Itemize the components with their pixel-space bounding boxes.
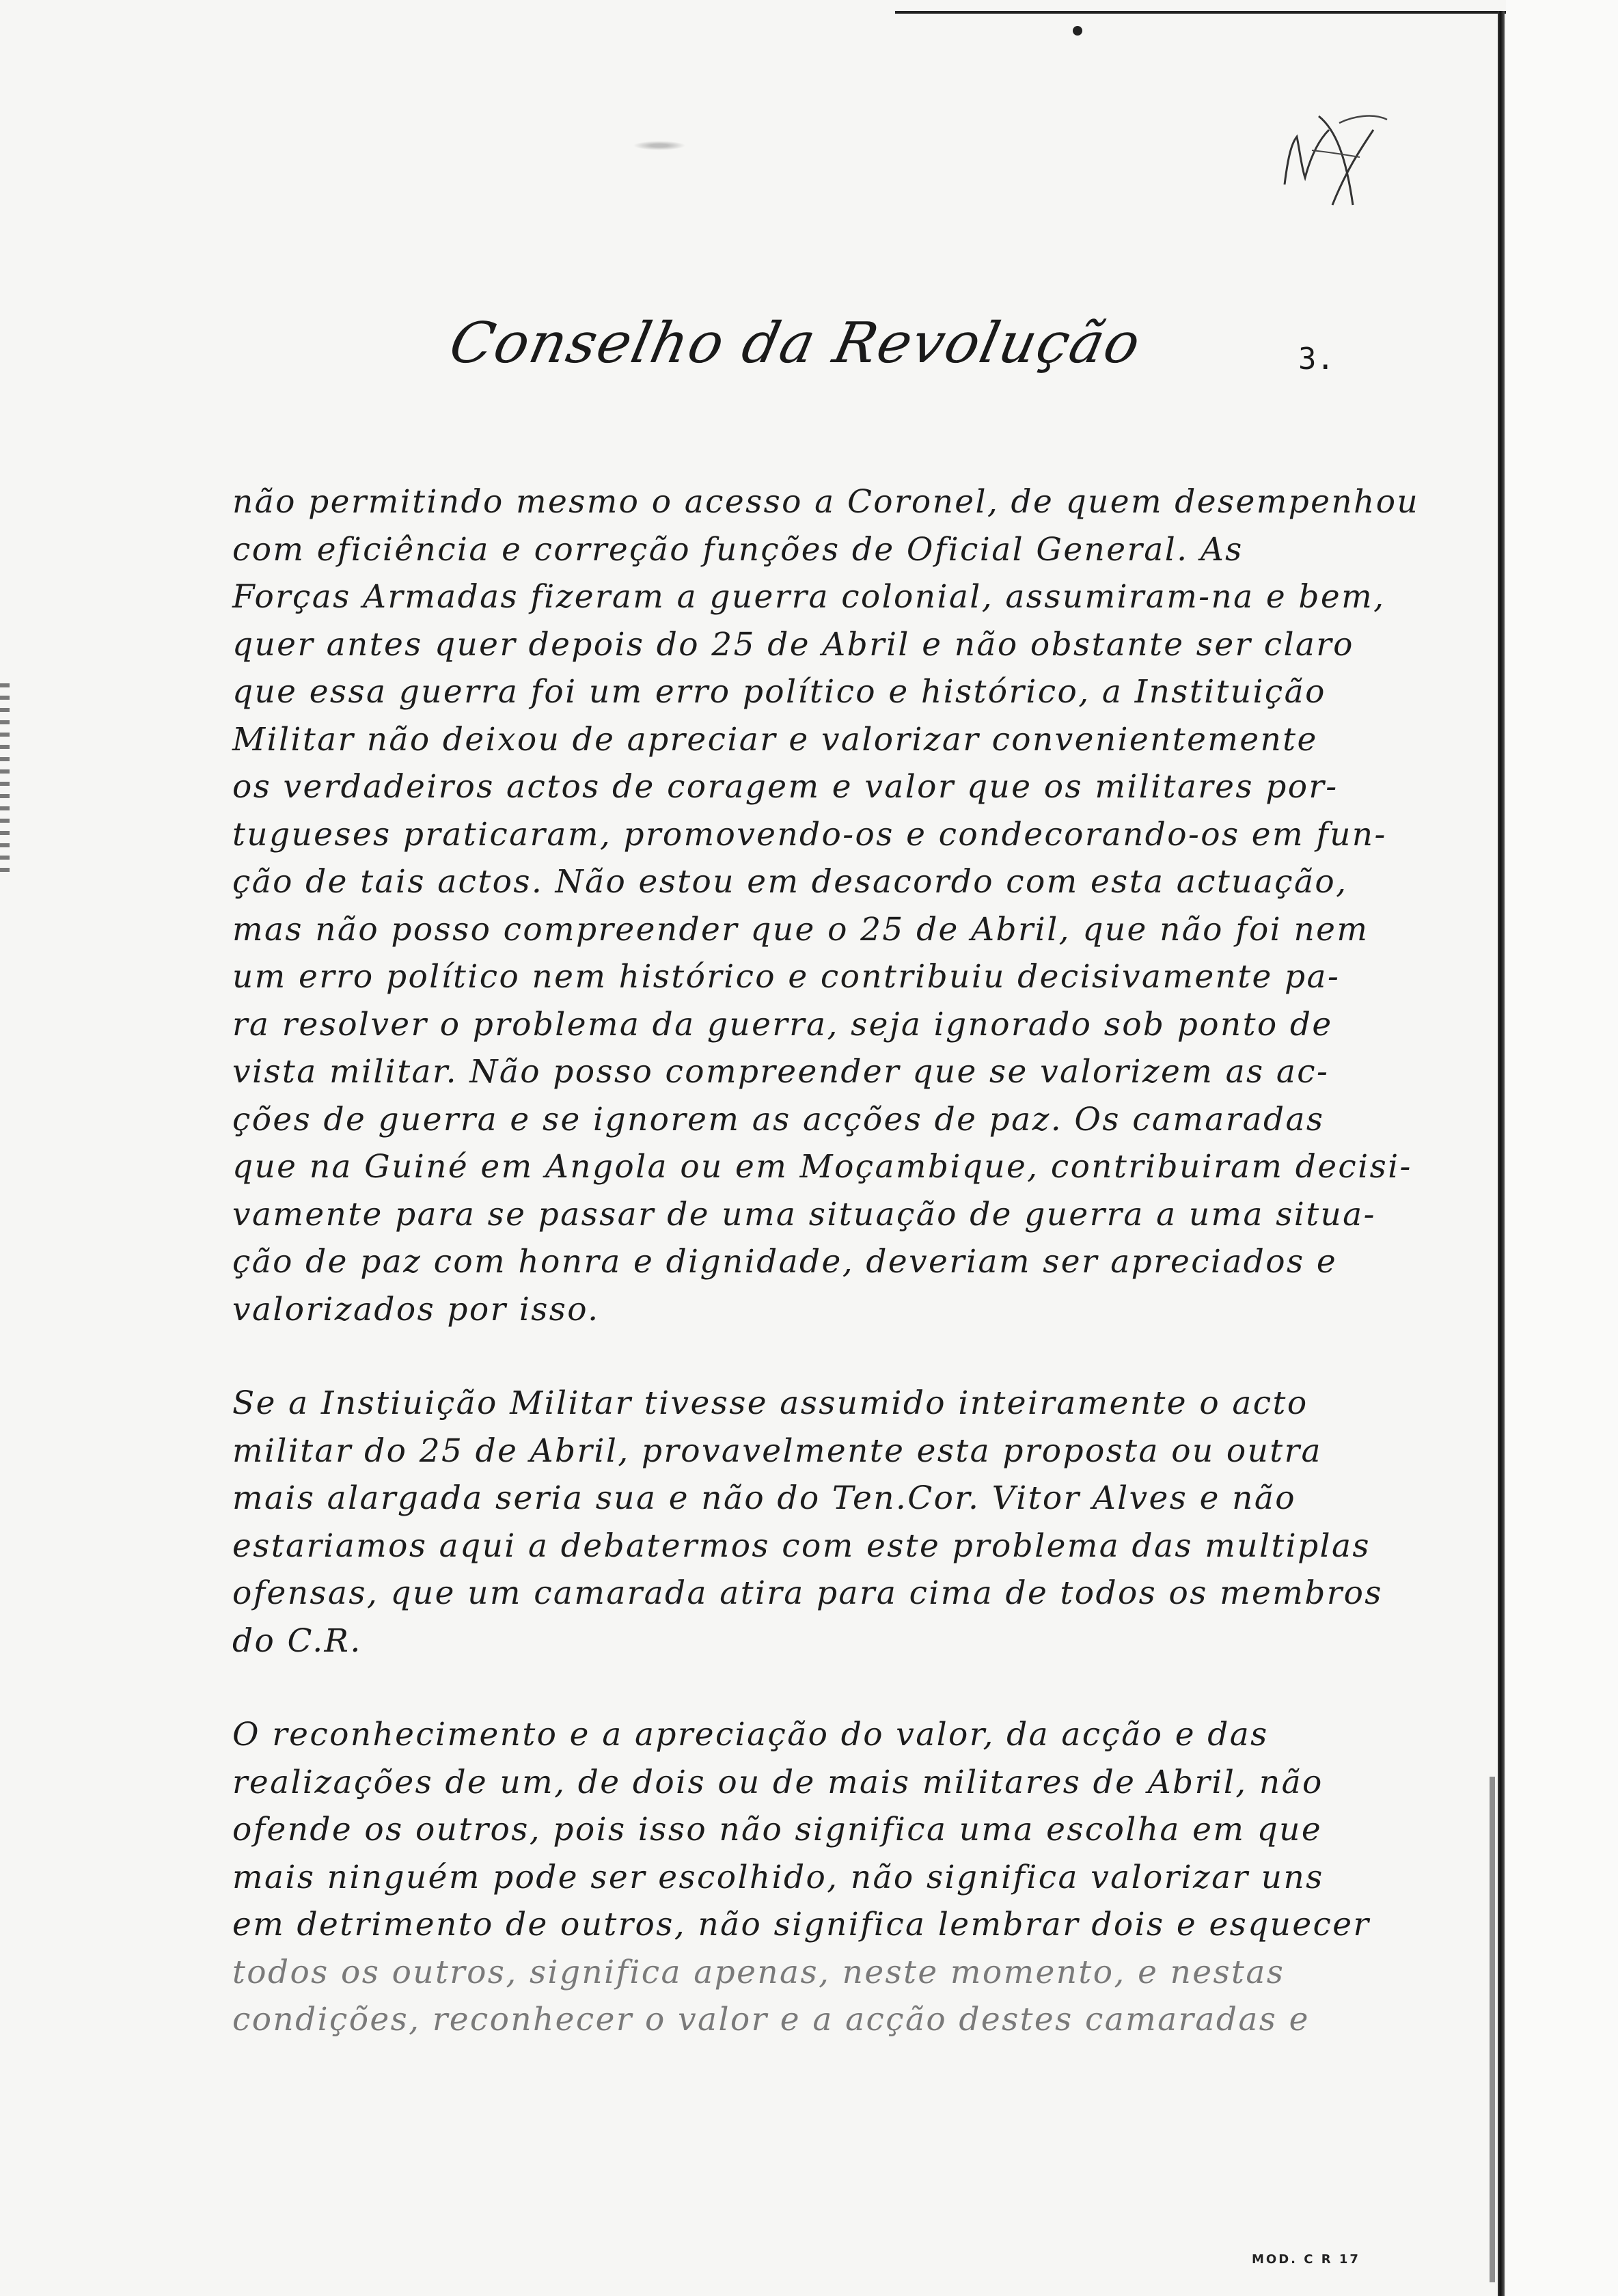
- text-line: em detrimento de outros, não significa lembrar dois e esquecer: [232, 1906, 1371, 1943]
- text-line: os verdadeiros actos de coragem e valor que os militares por-: [232, 768, 1339, 806]
- text-line: tugueses praticaram, promovendo-os e condecorando-os em fun-: [232, 815, 1387, 853]
- text-line: mais alargada seria sua e não do Ten.Cor. Vitor Alves e não: [232, 1479, 1296, 1517]
- text-line: ra resolver o problema da guerra, seja ignorado sob ponto de: [232, 1005, 1333, 1043]
- paragraph-3: [232, 1711, 1449, 2044]
- handwritten-initials: [1271, 102, 1394, 219]
- scan-top-dot: [1073, 26, 1082, 36]
- paragraph-gap: [232, 1665, 1449, 1711]
- text-line: vista militar. Não posso compreender que se valorizem as ac-: [232, 1053, 1330, 1091]
- text-line: ção de tais actos. Não estou em desacordo com esta actuação,: [232, 863, 1348, 901]
- text-line: todos os outros, significa apenas, neste momento, e nestas: [232, 1953, 1285, 1991]
- text-line: com eficiência e correção funções de Oficial General. As: [232, 530, 1244, 569]
- letterhead: Conselho da Revolução: [443, 311, 1147, 376]
- scan-right-edge: [1498, 11, 1505, 2296]
- text-line: vamente para se passar de uma situação de guerra a uma situa-: [232, 1195, 1376, 1233]
- text-line: um erro político nem histórico e contribuiu decisivamente pa-: [232, 958, 1341, 996]
- text-line: Militar não deixou de apreciar e valorizar convenientemente: [232, 720, 1318, 758]
- scan-right-shadow: [1490, 1777, 1495, 2282]
- text-line: realizações de um, de dois ou de mais militares de Abril, não: [232, 1763, 1324, 1801]
- text-line: não permitindo mesmo o acesso a Coronel, de quem desempenhou: [232, 483, 1420, 521]
- text-line: ções de guerra e se ignorem as acções de paz. Os camaradas: [232, 1100, 1325, 1138]
- form-code: MOD. C R 17: [1252, 2252, 1360, 2267]
- text-line: que na Guiné em Angola ou em Moçambique, contribuiram decisi-: [232, 1148, 1412, 1186]
- text-line: mais ninguém pode ser escolhido, não significa valorizar uns: [232, 1858, 1324, 1896]
- text-line: O reconhecimento e a apreciação do valor, da acção e das: [232, 1716, 1269, 1753]
- page-number: 3.: [1298, 342, 1334, 377]
- text-line: Forças Armadas fizeram a guerra colonial, assumiram-na e bem,: [232, 578, 1386, 616]
- text-line: quer antes quer depois do 25 de Abril e não obstante ser claro: [232, 625, 1354, 664]
- body-text: [232, 478, 1449, 2044]
- text-line: do C.R.: [232, 1622, 362, 1660]
- paragraph-1: [232, 478, 1449, 1333]
- scan-top-rule: [895, 11, 1510, 14]
- text-line: valorizados por isso.: [232, 1290, 600, 1328]
- text-line: militar do 25 de Abril, provavelmente esta proposta ou outra: [232, 1432, 1322, 1470]
- text-line: que essa guerra foi um erro político e histórico, a Instituição: [232, 673, 1326, 711]
- text-line: ofende os outros, pois isso não significa uma escolha em que: [232, 1811, 1323, 1848]
- text-line: mas não posso compreender que o 25 de Abril, que não foi nem: [232, 910, 1369, 948]
- text-line: ofensas, que um camarada atira para cima de todos os membros: [232, 1574, 1383, 1612]
- text-line: ção de paz com honra e dignidade, deveriam ser apreciados e: [232, 1243, 1338, 1281]
- scan-smudge: [629, 140, 690, 151]
- scan-right-margin: [1506, 0, 1618, 2296]
- scan-left-speckle: [0, 683, 10, 875]
- paragraph-gap: [232, 1333, 1449, 1380]
- text-line: estariamos aqui a debatermos com este problema das multiplas: [232, 1527, 1371, 1565]
- paragraph-2: [232, 1380, 1449, 1665]
- text-line: condições, reconhecer o valor e a acção destes camaradas e: [232, 2001, 1310, 2038]
- text-line: Se a Instiuição Militar tivesse assumido inteiramente o acto: [232, 1384, 1308, 1422]
